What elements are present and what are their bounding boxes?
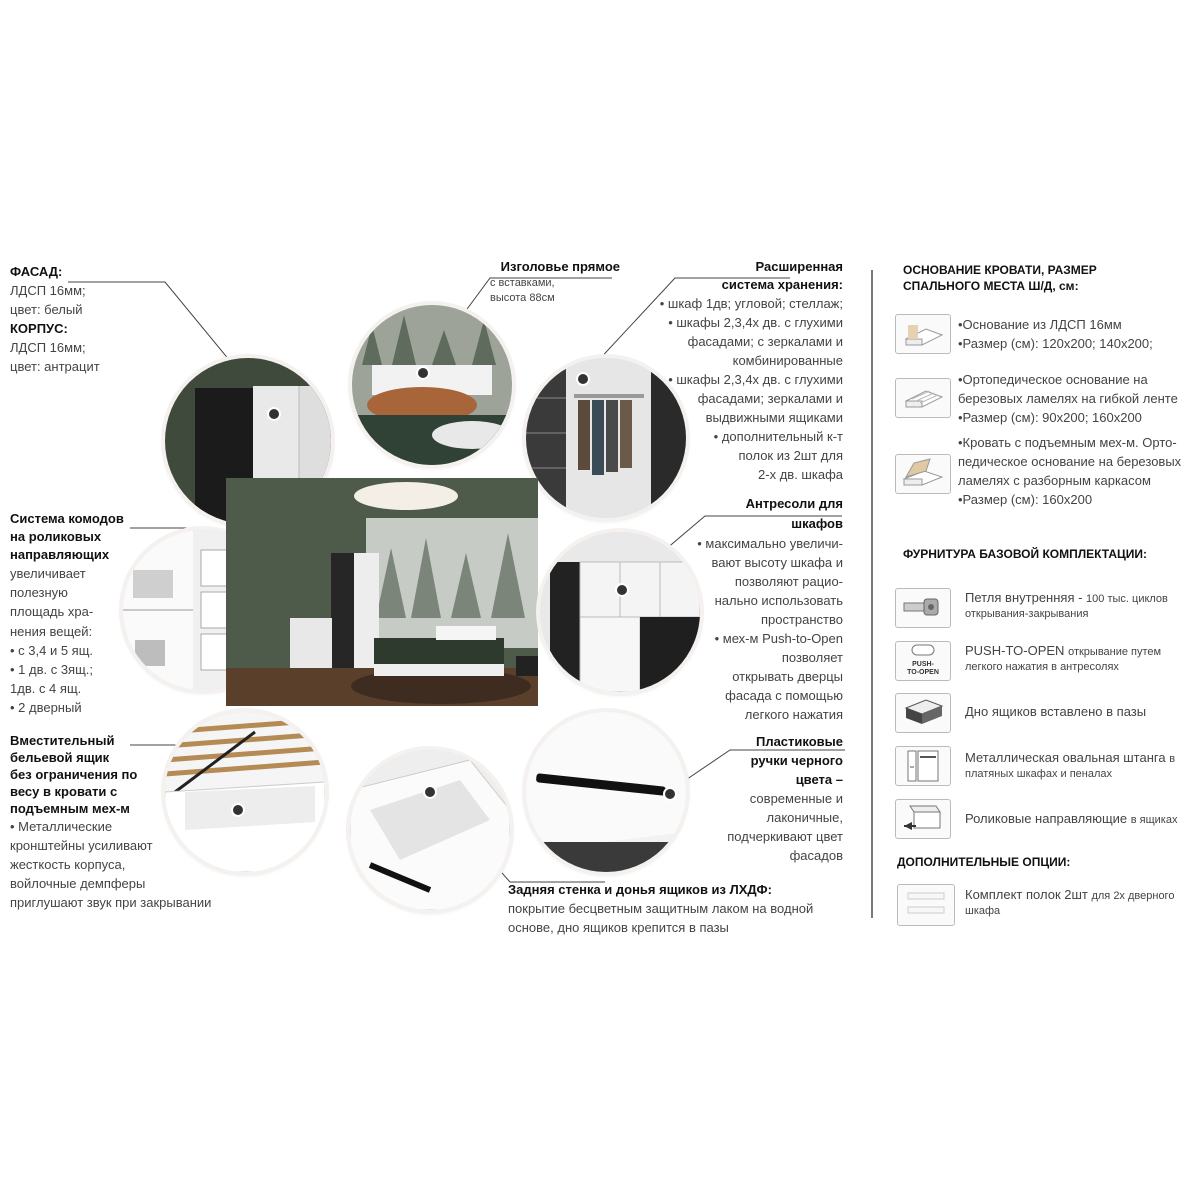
hinge-icon [895,588,951,628]
hardware-item-5-sub: в ящиках [1130,814,1178,826]
handles-list [660,789,843,865]
handles-title-2: ручки черного [750,753,843,768]
push-icon-text-1: PUSH- [912,661,934,668]
dressers-line: увеличивает [10,566,86,581]
dressers-line: 1дв. с 4 ящ. [10,681,82,697]
bed-ldsp-base-icon [895,314,951,354]
linen-title-3: без ограничения по [10,767,138,782]
mezz-line: фасада с помощью [725,688,843,703]
storage-marker [576,372,590,386]
dressers-line: площадь хра- [10,604,94,620]
base-item-2 [958,370,1198,427]
push-icon-text-2: TO-OPEN [907,669,939,676]
hardware-item-3 [965,703,1195,720]
options-item-1 [965,886,1195,919]
fasad-heading: ФАСАД: [10,264,63,279]
storage-photo [526,358,686,518]
dressers-title-1: Система комодов [10,511,124,526]
options-item-main: Комплект полок 2шт [965,887,1092,902]
linen-title-2: бельевой ящик [10,750,110,765]
dressers-title-3: направляющих [10,547,110,562]
storage-line: 2-х дв. шкафа [758,467,843,482]
mezz-line: пространство [760,612,843,627]
mezz-line: вают высоту шкафа и [711,555,843,570]
base-heading [903,262,1193,294]
drawer-photo [350,750,510,910]
hardware-item-4-sub: в [1169,753,1176,765]
base-item-3-line-2: педическое основание на березовых [958,454,1182,469]
headboard-line-1: с вставками, [490,277,555,289]
storage-line: фасадами; с зеркалами и [687,334,843,349]
fasad-color: цвет: белый [10,302,83,317]
korpus-material: ЛДСП 16мм; [10,340,86,355]
linen-line: • Металлические [10,819,113,834]
hardware-item-4-line-2: платяных шкафах и пеналах [965,768,1113,780]
linen-title-1: Вместительный [10,733,115,748]
shelves-kit-icon [897,884,955,926]
storage-line: • шкаф 1дв; угловой; стеллаж; [659,296,843,311]
hardware-item-2-line-2: легкого нажатия в антресолях [965,661,1119,673]
hardware-heading [903,546,1193,562]
hardware-item-4-main: Металлическая овальная штанга [965,750,1170,765]
hardware-title: ФУРНИТУРА БАЗОВОЙ КОМПЛЕКТАЦИИ: [903,547,1148,561]
headboard-marker [416,366,430,380]
base-item-3-line-1: •Кровать с подъемным мех-м. Орто- [958,435,1177,450]
push-to-open-icon [895,641,951,681]
hardware-item-5-main: Роликовые направляющие [965,811,1131,826]
roller-guides-icon [895,799,951,839]
options-item-sub: для 2х дверного [1091,890,1175,902]
mezz-line: • максимально увеличи- [697,536,843,551]
drawer-bottom-icon [895,693,951,733]
handle-marker [663,787,677,801]
linen-title-5: подъемным мех-м [10,801,130,816]
linen-line: кронштейны усиливают [10,838,153,853]
backwall-block [508,880,838,937]
hardware-item-1 [965,589,1195,622]
handles-line: подчеркивают цвет [727,829,843,844]
handles-line: фасадов [789,848,843,863]
storage-title-1: Расширенная [755,259,843,274]
mezz-line: легкого нажатия [744,707,843,722]
linen-line: войлочные демпферы [10,876,146,891]
korpus-color: цвет: антрацит [10,359,100,374]
base-item-1-line-2: •Размер (см): 120х200; 140х200; [958,336,1153,351]
linen-line: жесткость корпуса, [10,857,126,872]
wardrobe-rod-icon [895,746,951,786]
storage-line: полок из 2шт для [738,448,843,463]
headboard-title: Изголовье прямое [500,259,620,274]
storage-line: фасадами; зеркалами и [697,391,843,406]
backwall-title: Задняя стенка и донья ящиков из ЛХДФ: [508,882,772,897]
handles-title-1: Пластиковые [755,734,843,749]
bed-lift-mechanism-icon [895,454,951,494]
base-heading-1: ОСНОВАНИЕ КРОВАТИ, РАЗМЕР [903,263,1097,277]
mezz-line: • мех-м Push-to-Open [714,631,843,646]
mezz-title-2: шкафов [791,516,843,531]
storage-line: комбинированные [732,353,843,368]
storage-line: выдвижными ящиками [705,410,843,425]
mezzanine-photo [540,532,700,692]
handles-title-3: цвета – [795,772,843,787]
facade-marker [267,407,281,421]
base-heading-2: СПАЛЬНОГО МЕСТА Ш/Д, см: [903,279,1079,293]
storage-line: • шкафы 2,3,4х дв. с глухими [668,315,843,330]
mezz-line: открывать дверцы [732,669,843,684]
linen-marker [231,803,245,817]
storage-title-2: система хранения: [721,277,843,292]
fasad-block [10,262,160,376]
fasad-material: ЛДСП 16мм; [10,283,86,298]
base-item-2-line-3: •Размер (см): 90х200; 160х200 [958,410,1142,425]
options-item-line-2: шкафа [965,905,1001,917]
mezz-line: нально использовать [714,593,843,608]
dressers-line: • 2 дверный [10,700,82,716]
bedroom-main-photo [226,478,538,706]
base-item-2-line-1: •Ортопедическое основание на [958,372,1148,387]
storage-line: • дополнительный к-т [713,429,843,444]
base-item-1 [958,315,1198,353]
dressers-title-2: на роликовых [10,529,102,544]
base-item-3-line-3: ламелях с разборным каркасом [958,473,1151,488]
dressers-line: нения вещей: [10,623,93,639]
hardware-item-2 [965,642,1195,675]
backwall-line-1: покрытие бесцветным защитным лаком на водной [508,901,814,916]
hardware-item-5 [965,810,1195,828]
headboard-line-2: высота 88см [490,292,555,304]
hardware-item-1-main: Петля внутренняя - [965,590,1087,605]
base-item-1-line-1: •Основание из ЛДСП 16мм [958,317,1122,332]
handles-line: лаконичные, [766,810,843,825]
hardware-item-2-main: PUSH-TO-OPEN [965,643,1069,658]
base-item-2-line-2: березовых ламелях на гибкой ленте [958,391,1178,406]
hardware-item-2-sub: открывание путем [1068,646,1162,658]
dressers-line: • с 3,4 и 5 ящ. [10,642,94,658]
base-item-3-line-4: •Размер (см): 160х200 [958,492,1093,507]
options-heading [897,854,1187,870]
headboard-photo [352,305,512,465]
dressers-line: полезную [10,585,68,601]
storage-line: • шкафы 2,3,4х дв. с глухими [668,372,843,387]
mezzanine-marker [615,583,629,597]
handles-line: современные и [749,791,843,806]
hardware-item-1-sub: 100 тыс. циклов [1086,593,1168,605]
drawer-marker [423,785,437,799]
linen-line: приглушают звук при закрывании [10,895,212,910]
handle-photo [526,712,686,872]
bed-orthopedic-base-icon [895,378,951,418]
mezz-line: позволяет [781,650,843,665]
dressers-line: • 1 дв. с 3ящ.; [10,662,94,678]
mezz-line: позволяют рацио- [734,574,843,589]
backwall-line-2: основе, дно ящиков крепится в пазы [508,920,729,935]
base-item-3 [958,433,1198,509]
headboard-block [440,258,620,276]
linen-title-4: весу в кровати с [10,784,118,799]
korpus-heading: КОРПУС: [10,321,68,336]
hardware-item-1-line-2: открывания-закрывания [965,608,1089,620]
linen-box-photo [165,712,325,872]
mezz-title-1: Антресоли для [745,496,843,511]
hardware-item-4 [965,749,1195,782]
options-title: ДОПОЛНИТЕЛЬНЫЕ ОПЦИИ: [897,855,1071,869]
handles-block [660,732,843,865]
hardware-item-3-main: Дно ящиков вставлено в пазы [965,704,1147,719]
